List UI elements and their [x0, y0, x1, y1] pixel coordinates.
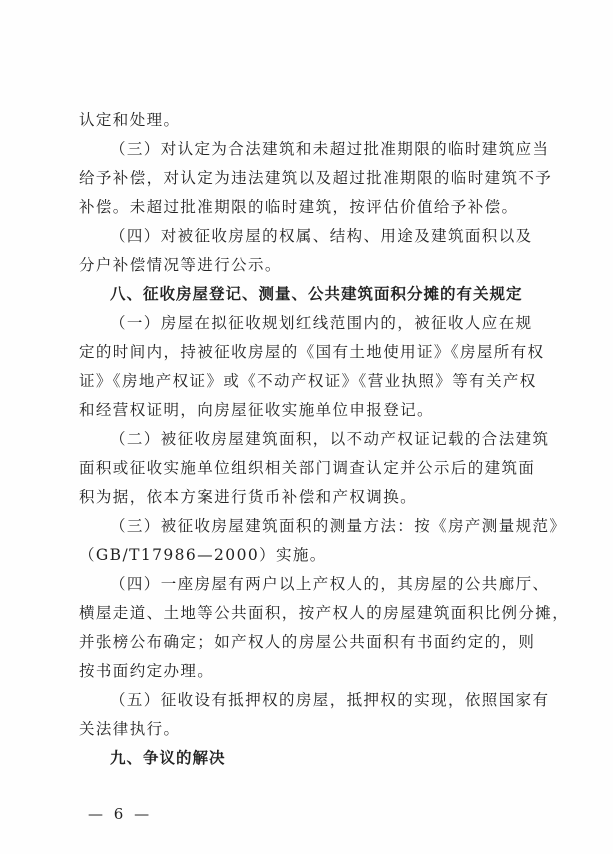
text-line: 积为据，依本方案进行货币补偿和产权调换。 — [79, 488, 418, 506]
text-line: 认定和处理。 — [79, 111, 181, 129]
text-line: 定的时间内，持被征收房屋的《国有土地使用证》《房屋所有权 — [79, 343, 545, 361]
text-line: （GB/T17986—2000）实施。 — [79, 546, 327, 564]
text-line: 面积或征收实施单位组织相关部门调查认定并公示后的建筑面 — [79, 459, 536, 477]
text-line: （一）房屋在拟征收规划红线范围内的，被征收人应在规 — [110, 314, 533, 332]
text-line: （三）被征收房屋建筑面积的测量方法：按《房产测量规范》 — [110, 517, 567, 535]
text-line: 和经营权证明，向房屋征收实施单位申报登记。 — [79, 401, 434, 419]
text-line: 关法律执行。 — [79, 720, 181, 738]
text-line: 证》《房地产权证》或《不动产权证》《营业执照》等有关产权 — [79, 372, 537, 390]
text-line: （四）对被征收房屋的权属、结构、用途及建筑面积以及 — [110, 227, 533, 245]
text-line: 给予补偿，对认定为违法建筑以及超过批准期限的临时建筑不予 — [79, 169, 553, 187]
text-line: （二）被征收房屋建筑面积，以不动产权证记载的合法建筑 — [110, 430, 550, 448]
text-line: 分户补偿情况等进行公示。 — [79, 256, 282, 274]
page-number: — 6 — — [88, 805, 153, 823]
text-line: 按书面约定办理。 — [79, 662, 215, 680]
section-heading: 九、争议的解决 — [110, 749, 226, 767]
text-line: 补偿。未超过批准期限的临时建筑，按评估价值给予补偿。 — [79, 198, 519, 216]
text-line: 并张榜公布确定；如产权人的房屋公共面积有书面约定的，则 — [79, 633, 536, 651]
text-line: （四）一座房屋有两户以上产权人的，其房屋的公共廊厅、 — [110, 575, 550, 593]
section-heading: 八、征收房屋登记、测量、公共建筑面积分摊的有关规定 — [110, 285, 523, 303]
text-line: （五）征收设有抵押权的房屋，抵押权的实现，依照国家有 — [110, 691, 550, 709]
text-line: （三）对认定为合法建筑和未超过批准期限的临时建筑应当 — [110, 140, 550, 158]
text-line: 横屋走道、土地等公共面积，按产权人的房屋建筑面积比例分摊， — [79, 604, 570, 622]
